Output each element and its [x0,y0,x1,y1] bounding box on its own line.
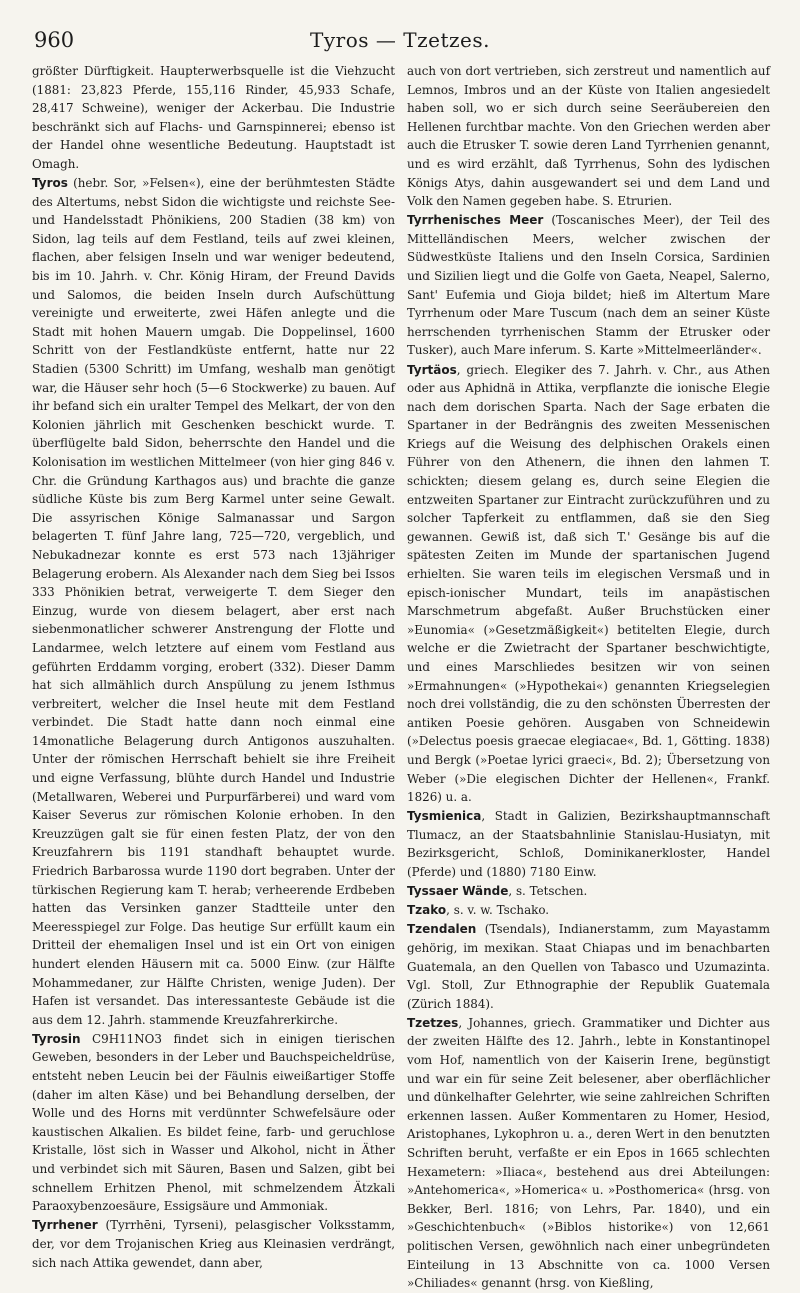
dictionary-entry [407,361,770,807]
entry-text: , Johannes, griech. Grammatiker und Dichter aus der zweiten Hälfte des 12. Jahrh., lebte in Konstantinopel vom Hof, namentlich von der Kaiserin Irene, begünstigt und war ein für seine Zeit belesener, aber oberflächlicher und dünkelhafter Gelehrter, wie seine zahlreichen Schriften erkennen lassen. Außer Kommentaren zu Homer, Hesiod, Aristophanes, Lykophron u. a., deren Wert in den benutzten Schriften beruht, verfaßte er ein Epos in 1665 schlechten Hexametern: »Iliaca«, bestehend aus drei Abteilungen: »Antehomerica«, »Homerica« u. »Posthomerica« (hrsg. von Bekker, Berl. 1816; von Lehrs, Par. 1840), und ein »Geschichtenbuch« (»Biblos historike«) von 12,661 politischen Versen, gewöhnlich nach einer unbegründeten Einteilung in 13 Abschnitte von ca. 1000 Versen »Chiliades« genannt (hrsg. von Kießling, [407,1015,770,1291]
dictionary-entry [32,1030,395,1216]
left-column [32,62,395,1269]
right-column [407,62,770,1291]
dictionary-entry [407,1014,770,1293]
dictionary-entry [32,62,395,174]
entry-headword: Tysmienica [407,809,482,824]
entry-headword: Tyrrhener [32,1218,98,1233]
dictionary-entry [407,901,770,920]
entry-headword: Tyssaer Wände [407,884,509,899]
dictionary-entry [407,807,770,881]
dictionary-entry [32,174,395,1029]
running-title: Tyros — Tzetzes. [310,28,490,52]
entry-headword: Tzetzes [407,1015,459,1030]
dictionary-entry [32,1216,395,1272]
page-number: 960 [34,28,75,52]
entry-headword: Tzendalen [407,922,477,937]
entry-text: auch von dort vertrieben, sich zerstreut und namentlich auf Lemnos, Imbros und an der Küste von Italien angesiedelt haben soll, wo er sich durch seine Seeräubereien den Hellenen furchtbar machte. Von den Griechen werden aber auch die Etrusker T. sowie deren Land Tyrrhenien genannt, und es wird erzählt, daß Tyrrhenus, Sohn des lydischen Königs Atys, dahin ausgewandert sei und dem Land und Volk den Namen gegeben habe. S. Etrurien. [407,64,770,209]
entry-text: (Tsendals), Indianerstamm, zum Mayastamm gehörig, im mexikan. Staat Chiapas und im benachbarten Guatemala, an den Quellen von Tabasco und Uzumazinta. Vgl. Stoll, Zur Ethnographie der Republik Guatemala (Zürich 1884). [407,922,770,1011]
entry-text: , Stadt in Galizien, Bezirkshauptmannschaft Tlumacz, an der Staatsbahnlinie Stanislau-Husiatyn, mit Bezirksgericht, Schloß, Dominikanerkloster, Handel (Pferde) und (1880) 7180 Einw. [407,809,770,880]
entry-headword: Tyrosin [32,1031,81,1046]
page-header [34,28,766,62]
entry-text: größter Dürftigkeit. Haupterwerbsquelle ist die Viehzucht (1881: 23,823 Pferde, 155,116 Rinder, 45,933 Schafe, 28,417 Schweine), weniger der Ackerbau. Die Industrie beschränkt sich auf Flachs- und Garnspinnerei; ebenso ist der Handel ohne wesentliche Bedeutung. Hauptstadt ist Omagh. [32,64,395,171]
entry-text: , griech. Elegiker des 7. Jahrh. v. Chr., aus Athen oder aus Aphidnä in Attika, verpflanzte die ionische Elegie nach dem dorischen Sparta. Nach der Sage erbaten die Spartaner in der Bedrängnis des zweiten Messenischen Kriegs auf die Weisung des delphischen Orakels einen Führer von den Athenern, die ihnen den lahmen T. schickten; diesem gelang es, durch seine Elegien die entzweiten Spartaner zur Eintracht zurückzuführen und zu solcher Tapferkeit zu entflammen, daß sie den Sieg gewannen. Gewiß ist, daß sich T.' Gesänge bis auf die spätesten Zeiten im Munde der spartanischen Jugend erhielten. Sie waren teils im elegischen Versmaß und in episch-ionischer Mundart, teils im anapästischen Marschmetrum abgefaßt. Außer Bruchstücken einer »Eunomia« (»Gesetzmäßigkeit«) betitelten Elegie, durch welche er die Zwietracht der Spartaner beschwichtigte, und eines Marschliedes besitzen wir von seinen »Ermahnungen« (»Hypothekai«) genannten Kriegselegien noch drei vollständig, die zu den schönsten Überresten der antiken Poesie gehören. Ausgaben von Schneidewin (»Delectus poesis graecae elegiacae«, Bd. 1, Götting. 1838) und Bergk (»Poetae lyrici graeci«, Bd. 2); Übersetzung von Weber (»Die elegischen Dichter der Hellenen«, Frankf. 1826) u. a. [407,362,770,805]
text-columns [32,62,770,1291]
entry-text: (Tyrrhēni, Tyrseni), pelasgischer Volksstamm, der, vor dem Trojanischen Krieg aus Kleinasien verdrängt, sich nach Attika gewendet, dann aber, [32,1218,395,1270]
entry-headword: Tyrtäos [407,362,457,377]
entry-text: C9H11NO3 findet sich in einigen tierischen Geweben, besonders in der Leber und Bauchspeicheldrüse, entsteht neben Leucin bei der Fäulnis eiweißartiger Stoffe (daher im alten Käse) und bei Behandlung derselben, der Wolle und des Horns mit verdünnter Schwefelsäure oder kaustischen Alkalien. Es bildet feine, farb- und geruchlose Kristalle, löst sich in Wasser und Alkohol, nicht in Äther und verbindet sich mit Säuren, Basen und Salzen, gibt bei schnellem Erhitzen Phenol, mit schmelzendem Ätzkali Paraoxybenzoesäure, Essigsäure und Ammoniak. [32,1031,395,1214]
entry-text: , s. Tetschen. [508,884,588,899]
entry-text: (Toscanisches Meer), der Teil des Mittelländischen Meers, welcher zwischen der Südwestküste Italiens und den Inseln Corsica, Sardinien und Sizilien liegt und die Golfe von Gaeta, Neapel, Salerno, Sant' Eufemia und Gioja bildet; hieß im Altertum Mare Tyrrhenum oder Mare Tuscum (nach dem an seiner Küste herrschenden tyrrhenischen Stamm der Etrusker oder Tusker), auch Mare inferum. S. Karte »Mittelmeerländer«. [407,213,770,358]
entry-headword: Tyros [32,176,68,191]
dictionary-entry [407,882,770,901]
entry-headword: Tyrrhenisches Meer [407,213,544,228]
entry-text: , s. v. w. Tschako. [446,903,550,918]
dictionary-entry [407,62,770,211]
entry-headword: Tzako [407,903,447,918]
entry-text: (hebr. Sor, »Felsen«), eine der berühmtesten Städte des Altertums, nebst Sidon die wichtigste und reichste See- und Handelsstadt Phönikiens, 200 Stadien (38 km) von Sidon, lag teils auf dem Festland, teils auf zwei kleinen, flachen, aber felsigen Inseln und war weniger bedeutend, bis im 10. Jahrh. v. Chr. König Hiram, der Freund Davids und Salomos, die beiden Inseln durch Aufschüttung vereinigte und erweiterte, zwei Häfen anlegte und die Stadt mit hohen Mauern umgab. Die Doppelinsel, 1600 Schritt von der Festlandküste entfernt, hatte nur 22 Stadien (5300 Schritt) im Umfang, weshalb man genötigt war, die Häuser sehr hoch (5—6 Stockwerke) zu bauen. Auf ihr befand sich ein uralter Tempel des Melkart, der von den Kolonien jährlich mit Geschenken beschickt wurde. T. überflügelte bald Sidon, beherrschte den Handel und die Kolonisation im westlichen Mittelmeer (von hier ging 846 v. Chr. die Gründung Karthagos aus) und brachte die ganze südliche Küste bis zum Berg Karmel unter seine Gewalt. Die assyrischen Könige Salmanassar und Sargon belagerten T. fünf Jahre lang, 725—720, vergeblich, und Nebukadnezar konnte es erst 573 nach 13jähriger Belagerung erobern. Als Alexander nach dem Sieg bei Issos 333 Phönikien betrat, verweigerte T. dem Sieger den Einzug, wurde von diesem belagert, aber erst nach siebenmonatlicher schwerer Anstrengung der Flotte und Landarmee, welch letztere auf einem vom Festland aus geführten Erddamm vorging, erobert (332). Dieser Damm hat sich allmählich durch Anspülung zu jenem Isthmus verbreitert, welcher die Insel heute mit dem Festland verbindet. Die Stadt hatte dann noch einmal eine 14monatliche Belagerung durch Antigonos auszuhalten. Unter der römischen Herrschaft behielt sie ihre Freiheit und eigne Verfassung, blühte durch Handel und Industrie (Metallwaren, Weberei und Purpurfärberei) und ward vom Kaiser Severus zur römischen Kolonie erhoben. In den Kreuzzügen galt sie für einen festen Platz, der von den Kreuzfahrern bis 1191 standhaft behauptet wurde. Friedrich Barbarossa wurde 1190 dort begraben. Unter der türkischen Regierung kam T. herab; verheerende Erdbeben hatten das Versinken ganzer Stadtteile unter den Meeresspiegel zur Folge. Das heutige Sur erfüllt kaum ein Dritteil der ehemaligen Insel und ist ein Ort von einigen hundert elenden Häusern mit ca. 5000 Einw. (zur Hälfte Mohammedaner, zur Hälfte Christen, wenige Juden). Der Hafen ist versandet. Das interessanteste Gebäude ist die aus dem 12. Jahrh. stammende Kreuzfahrerkirche. [32,176,395,1027]
dictionary-entry [407,920,770,1013]
dictionary-entry [407,211,770,360]
